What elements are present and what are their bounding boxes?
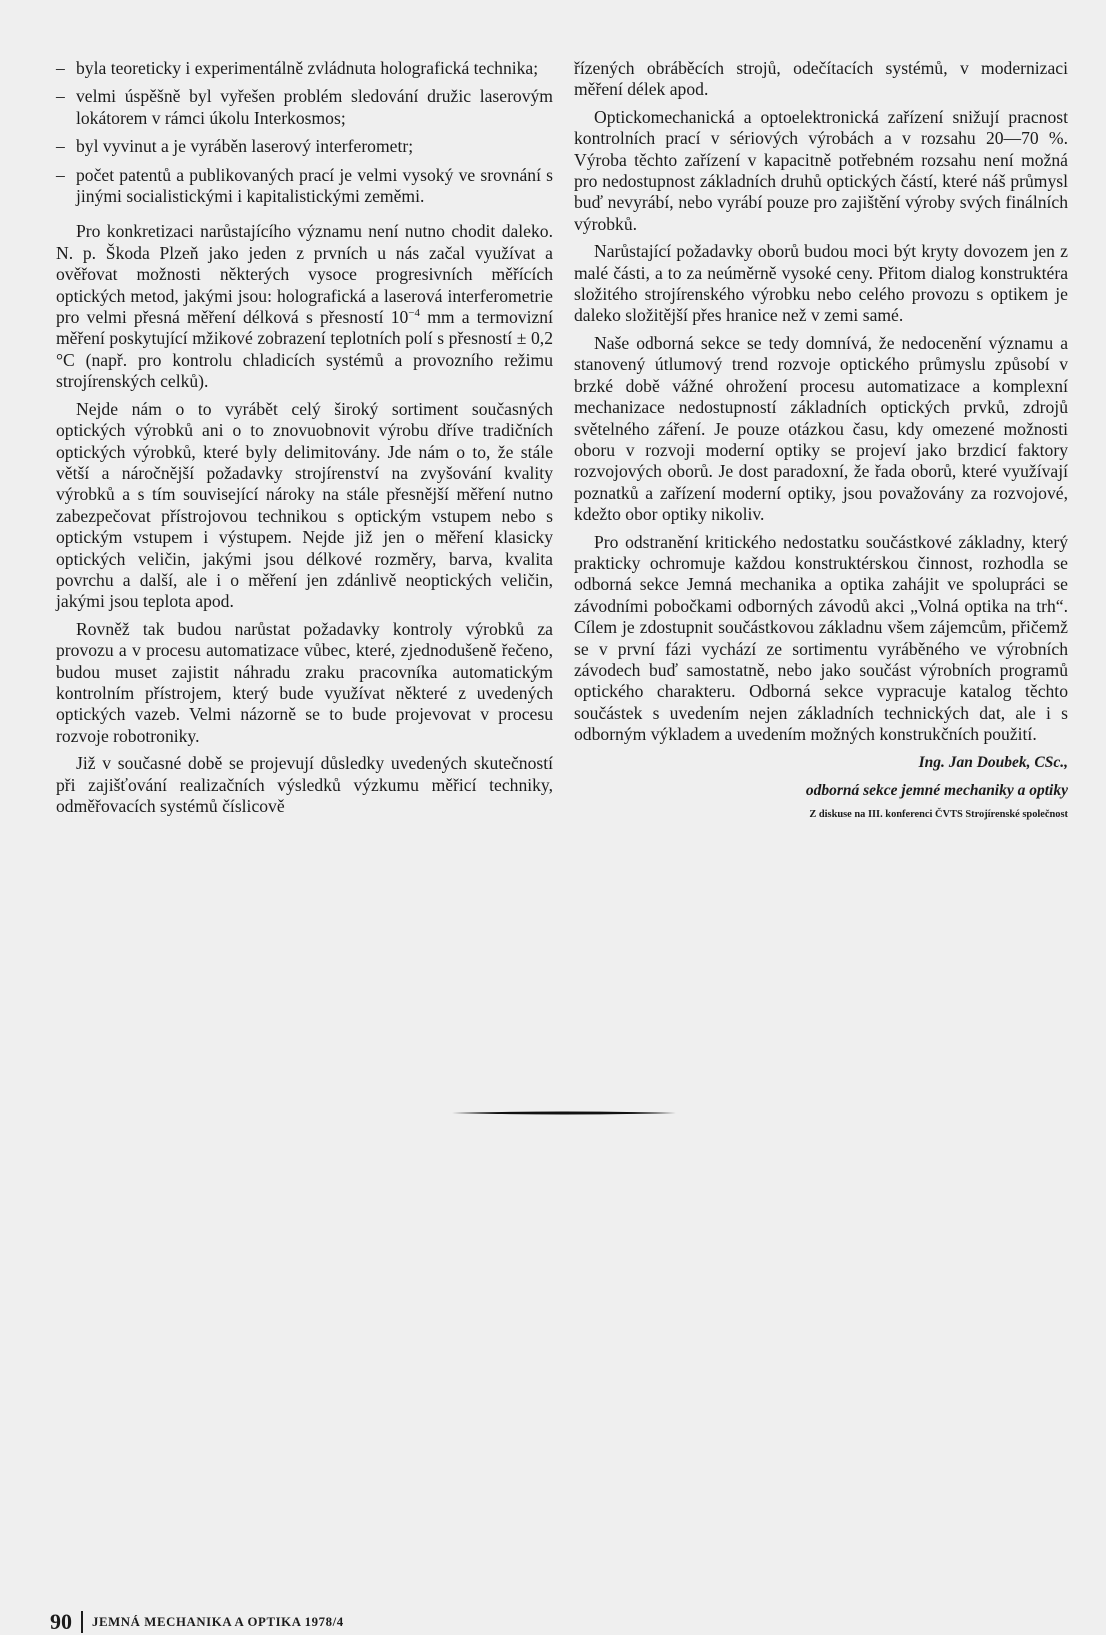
author-affiliation: odborná sekce jemné mechaniky a optiky bbox=[805, 781, 1068, 799]
paragraph-text: mm a termovizní měření poskytující mžikové zobrazení teplotních polí s přesností ± 0,2 °C (např. pro kontrolu chladicích systémů a provozního režimu strojírenských celků). bbox=[56, 307, 553, 392]
list-item: – byla teoreticky i experimentálně zvládnuta holografická technika; bbox=[56, 58, 553, 79]
section-divider bbox=[452, 1111, 676, 1115]
right-column bbox=[574, 58, 1068, 822]
list-item: – velmi úspěšně byl vyřešen problém sledování družic laserovým lokátorem v rámci úkolu Interkosmos; bbox=[56, 86, 553, 129]
exponent: −4 bbox=[408, 307, 421, 320]
list-item: – byl vyvinut a je vyráběn laserový interferometr; bbox=[56, 136, 553, 157]
list-item: – počet patentů a publikovaných prací je velmi vysoký ve srovnání s jinými socialistickými i kapitalistickými zeměmi. bbox=[56, 165, 553, 208]
author-name: Ing. Jan Doubek, CSc., bbox=[918, 753, 1068, 771]
paragraph: Naše odborná sekce se tedy domnívá, že nedocenění významu a stanovený útlumový trend rozvoje optického průmyslu způsobí v brzké době vážné ohrožení procesu automatizace a komplexní mechanizace nedostupností základních optických prvků, zdrojů světelného záření. Je pouze otázkou času, kdy omezené možnosti oboru v rozvoji moderní optiky se projeví jako brzdicí faktory rozvojových oborů. Je dost paradoxní, že řada oborů, které využívají poznatků a zařízení moderní optiky, jsou považovány za rozvojové, kdežto obor optiky nikoliv. bbox=[574, 332, 1068, 525]
paragraph: Již v současné době se projevují důsledky uvedených skutečností při zajišťování realizačních výsledků výzkumu měřicí techniky, odměřovacích systémů číslicově bbox=[56, 753, 553, 816]
paragraph: Narůstající požadavky oborů budou moci být kryty dovozem jen z malé části, a to za neúměrně vysoké ceny. Přitom dialog konstruktéra složitého strojírenského výrobku nebo celého provozu s optikem je daleko složitější přes hranice než v zemi samé. bbox=[574, 241, 1068, 326]
achievements-list bbox=[56, 58, 553, 207]
left-column bbox=[56, 58, 553, 823]
paragraph: Rovněž tak budou narůstat požadavky kontroly výrobků za provozu a v procesu automatizace vůbec, které, zjednodušeně řečeno, budou muset zajistit náhradu zraku pracovníka automatickým kontrolním přístrojem, který bude využívat některé z uvedených optických vazeb. Velmi názorně se to bude projevovat v procesu rozvoje robotroniky. bbox=[56, 618, 553, 746]
paragraph: Pro odstranění kritického nedostatku součástkové základny, který prakticky ochromuje každou konstruktérskou činnost, rozhodla se odborná sekce Jemná mechanika a optika zahájit ve spolupráci se závodními pobočkami odborných závodů akci „Volná optika na trh“. Cílem je zdostupnit součástkovou základnu všem zájemcům, přičemž se v první fázi vychází ze sortimentu vyráběného ve výrobních závodech buď samostatně, nebo jako součást výrobních programů optického charakteru. Odborná sekce vypracuje katalog těchto součástek s uvedením nejen základních technických dat, ale i s odborným výkladem a uvedením možných konstrukčních použití. bbox=[574, 531, 1068, 745]
paragraph: Optickomechanická a optoelektronická zařízení snižují pracnost kontrolních prací v sériových výrobách a v rozsahu 20—70 %. Výroba těchto zařízení v kapacitně potřebném rozsahu není možná pro nedostupnost základních druhů optických částí, které náš průmysl buď nevyrábí, nebo vyrábí pouze pro zajištění výroby svých finálních výrobků. bbox=[574, 106, 1068, 234]
paragraph: Nejde nám o to vyrábět celý široký sortiment současných optických výrobků ani o to znovuobnovit výrobu dříve tradičních optických výrobků, které byly delimitovány. Jde nám o to, že stále větší a náročnější požadavky strojírenství na zvyšování kvality výrobků a s tím související nároky na stále přesnější měření nutno zabezpečovat přístrojovou technikou s optickým vstupem nebo s optickým vstupem i výstupem. Nejde již jen o měření klasicky optických veličin, jakými jsou délkové rozměry, barva, kvalita povrchu a další, ale i o měření jen zdánlivě neoptických veličin, jakými jsou teplota apod. bbox=[56, 398, 553, 612]
paragraph-text: Pro konkretizaci narůstajícího významu není nutno chodit daleko. N. p. Škoda Plzeň jako jeden z prvních u nás začal využívat a ověřovat možnosti některých vysoce progresivních měřících optických metod, jakými jsou: holografická a laserová interferometrie pro velmi přesná měření délková s přesností 10 bbox=[56, 221, 553, 328]
page-footer bbox=[50, 1609, 344, 1634]
paragraph bbox=[56, 221, 553, 392]
paragraph: řízených obráběcích strojů, odečítacích systémů, v modernizaci měření délek apod. bbox=[574, 58, 1068, 100]
footer-divider bbox=[81, 1611, 83, 1633]
page-number: 90 bbox=[50, 1609, 72, 1634]
journal-title: JEMNÁ MECHANIKA A OPTIKA 1978/4 bbox=[92, 1614, 344, 1629]
source-note: Z diskuse na III. konferenci ČVTS Strojírenské společnost bbox=[809, 808, 1068, 820]
